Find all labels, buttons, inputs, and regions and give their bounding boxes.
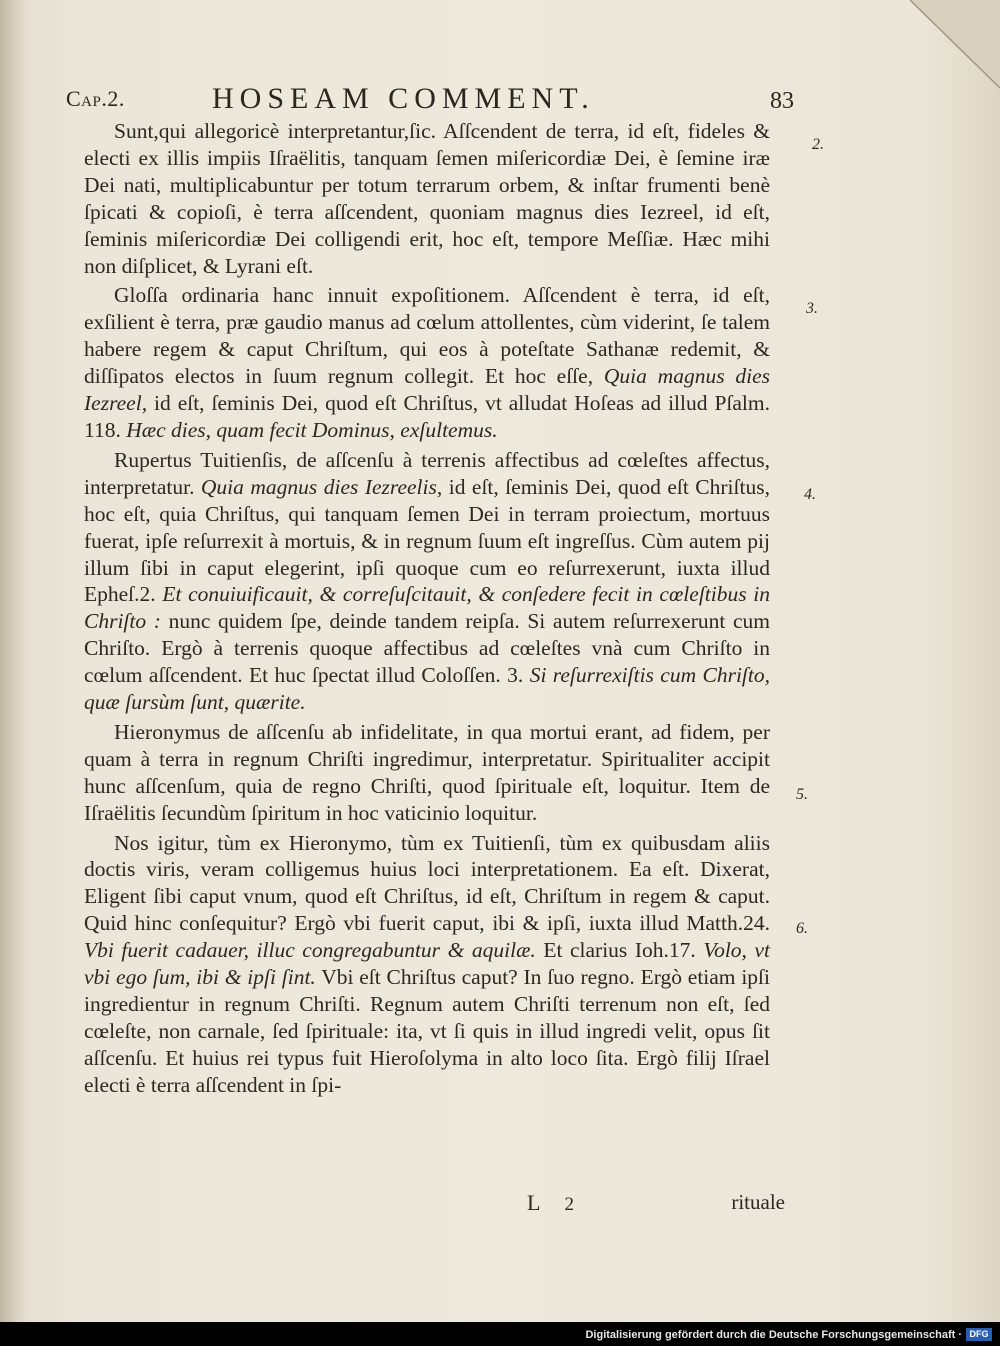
margin-number: 5. — [796, 786, 808, 803]
text-run: id eſt, ſeminis Dei, quod eſt Chriſtus, vt alludat Hoſeas ad illud Pſalm. 118. — [84, 391, 770, 442]
catchword: rituale — [731, 1190, 785, 1214]
italic-quote: Hæc dies, quam fecit Dominus, exſultemus. — [126, 417, 498, 442]
italic-quote: Quia magnus dies Iezreelis, — [200, 474, 443, 499]
margin-number: 4. — [804, 486, 816, 503]
italic-quote: Vbi fuerit cadauer, illuc congregabuntur & aquilæ. — [84, 938, 536, 963]
text-run: Gloſſa ordinaria hanc innuit expoſitionem. Aſſcendent è terra, id eſt, exſilient è terra, præ gaudio manus ad cœlum attollentes, cùm viderint, ſe talem habere regem & caput Chriſtum, qui eos à poteſtate Sathanæ redemit, & diſſipatos electos in ſuum regnum collegit. Et hoc eſſe, — [84, 283, 770, 389]
credit-text: Digitalisierung gefördert durch die Deutsche Forschungsgemeinschaft · — [585, 1329, 962, 1341]
chapter-label: Cap.2. — [66, 86, 125, 111]
signature-number: 2 — [564, 1194, 574, 1215]
body-text — [84, 118, 770, 1099]
paragraph-4 — [84, 719, 770, 827]
italic-quote: Volo, vt vbi ego ſum, ibi & ipſi ſint. — [84, 938, 770, 990]
text-run: Sunt,qui allegoricè interpretantur,ſic. Aſſcendent de terra, id eſt, fideles & electi ex illis impiis Iſraëlitis, tanquam ſemen miſericordiæ Dei, è ſemine iræ Dei nati, multiplicabuntur per totum terrarum orbem, & inſtar frumenti benè ſpicati & copioſi, è terra aſſcendent, quoniam magnus dies Iezreel, id eſt, ſeminis miſericordiæ Dei colligendi erit, hoc eſt, tempore Meſſiæ. Hæc mihi non diſplicet, & Lyrani eſt. — [84, 119, 770, 278]
italic-quote: Et conuiuificauit, & correſuſcitauit, & conſedere fecit in cœleſtibus in Chriſto : — [84, 582, 770, 634]
text-run: Vbi eſt Chriſtus caput? In ſuo regno. Ergò etiam ipſi ingredientur in regnum Chriſti. Regnum autem Chriſti terrenum non eſt, ſed cœleſte, non carnale, ſed ſpirituale: ita, vt ſi quis in illud ingredi velit, opus ſit aſſcenſu. Et huius rei typus fuit Hieroſolyma in alto loco ſita. Ergò filij Iſrael electi è terra aſſcendent in ſpi- — [84, 965, 770, 1097]
running-title: HOSEAM COMMENT. — [212, 82, 595, 115]
running-header — [66, 82, 794, 122]
paragraph-5 — [84, 830, 770, 1099]
margin-number: 3. — [806, 300, 818, 317]
spine-shadow — [0, 0, 26, 1322]
italic-quote: Quia magnus dies Iezreel, — [84, 364, 770, 416]
text-run: Et clarius Ioh.17. — [535, 938, 704, 963]
dfg-logo-icon: DFG — [966, 1328, 992, 1341]
paragraph-1 — [84, 118, 770, 279]
text-run: Nos igitur, tùm ex Hieronymo, tùm ex Tuitienſi, tùm ex quibusdam aliis doctis viris, veram colligemus huius loci interpretationem. Ea eſt. Dixerat, Eligent ſibi caput vnum, quod eſt Chriſtus, id eſt, Chriſtum in regem & caput. Quid hinc conſequitur? Ergò vbi fuerit caput, ibi & ipſi, iuxta illud Matth.24. — [84, 830, 770, 936]
margin-number: 6. — [796, 920, 808, 937]
paragraph-2 — [84, 282, 770, 443]
paragraph-3 — [84, 447, 770, 716]
italic-quote: Si reſurrexiſtis cum Chriſto, quæ ſursùm ſunt, quærite. — [84, 663, 770, 715]
text-run: Rupertus Tuitienſis, de aſſcenſu à terrenis affectibus ad cœleſtes affectus, interpretatur. — [84, 447, 770, 499]
signature-mark — [527, 1190, 574, 1216]
page-number: 83 — [770, 88, 794, 114]
margin-number: 2. — [812, 136, 824, 153]
folded-corner — [890, 0, 1000, 110]
signature-letter: L — [527, 1190, 541, 1215]
text-run: id eſt, ſeminis Dei, quod eſt Chriſtus, hoc eſt, quia Chriſtus, qui tanquam ſemen Dei in terram proiectum, mortuus fuerat, ipſe reſurrexit à mortuis, & in regnum ſuum eſt ingreſſus. Cùm autem pij illum ſibi in caput elegerint, ipſi quoque cum eo reſurrexerunt, iuxta illud Epheſ.2. — [84, 474, 770, 607]
text-run: nunc quidem ſpe, deinde tandem reipſa. Si autem reſurrexerunt cum Chriſto. Ergò à terrenis quoque affectibus ad cœleſtes vnà cum Chriſto in cœlum aſſcendent. Et huc ſpectat illud Coloſſen. 3. — [84, 609, 770, 688]
text-run: Hieronymus de aſſcenſu ab infidelitate, in qua mortui erant, ad fidem, per quam à terra in regnum Chriſti ingredimur, interpretatur. Spiritualiter accipit hunc aſſcenſum, quia de regno Chriſti, quod ſpirituale eſt, loquitur. Item de Iſraëlitis ſecundùm ſpiritum in hoc vaticinio loquitur. — [84, 719, 770, 825]
